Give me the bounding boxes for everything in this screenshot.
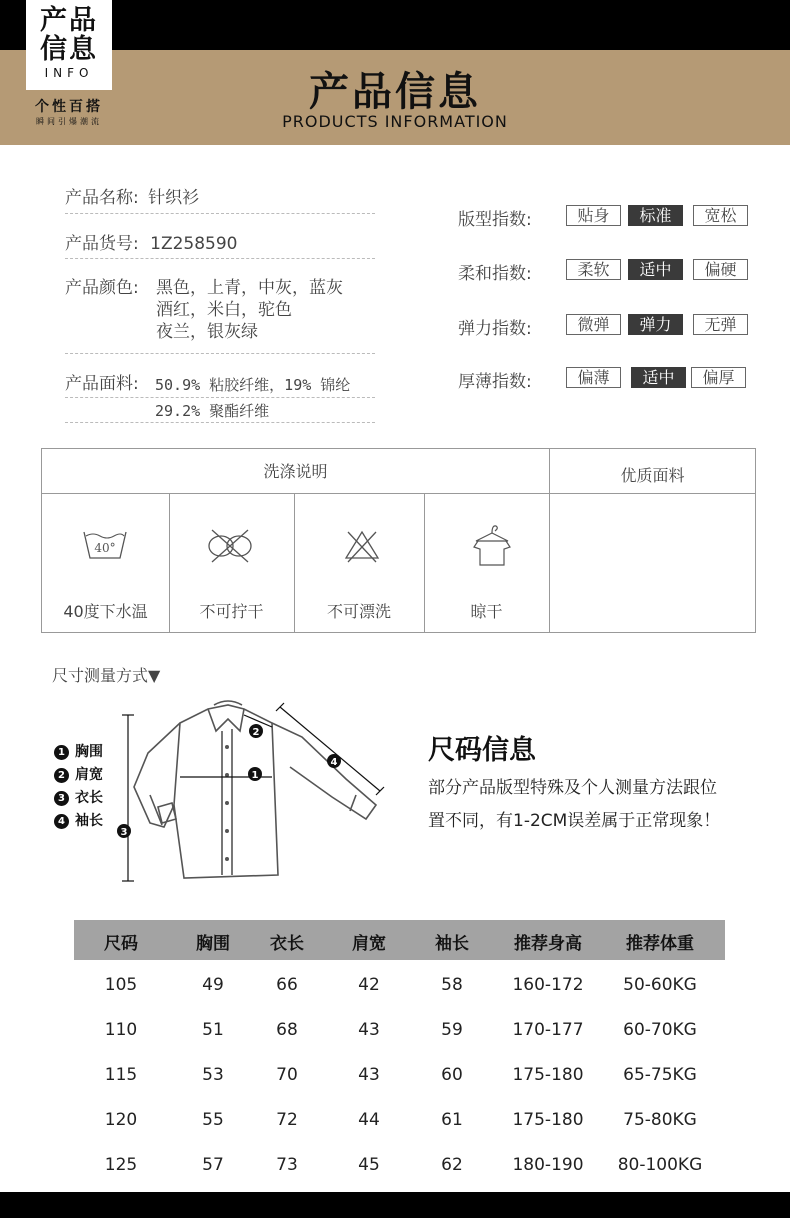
wash-label-2: 不可拧干 [199, 602, 264, 621]
cell-height: 170-177 [512, 1020, 584, 1040]
size-note-line-1: 部分产品版型特殊及个人测量方法跟位 [428, 778, 717, 798]
cell-weight: 65-75KG [623, 1065, 697, 1085]
cell-length: 70 [276, 1065, 298, 1085]
fit-option-3: 宽松 [693, 205, 748, 226]
wash-label-3: 不可漂洗 [326, 602, 391, 621]
col-length: 衣长 [270, 934, 304, 954]
divider [65, 353, 375, 354]
cell-size: 115 [104, 1065, 138, 1085]
cell-height: 175-180 [512, 1110, 584, 1130]
col-weight: 推荐体重 [626, 934, 694, 954]
no-wring-icon [202, 524, 258, 568]
header-black-band [0, 0, 790, 50]
diagram-num-4: 4 [330, 757, 338, 768]
thickness-option-1: 偏薄 [566, 367, 621, 388]
product-sku-row [65, 233, 238, 255]
thickness-option-2: 适中 [631, 367, 686, 388]
product-sku-value: 1Z258590 [150, 234, 238, 254]
product-fabric-line-1: 50.9% 粘胶纤维，19% 锦纶 [155, 376, 351, 394]
page-title: 产品信息 [309, 69, 481, 115]
cell-sleeve: 62 [441, 1155, 463, 1175]
fabric-header: 优质面料 [620, 466, 685, 485]
elasticity-index-label: 弹力指数: [458, 319, 532, 339]
thickness-option-3: 偏厚 [691, 367, 746, 388]
elasticity-option-1: 微弹 [566, 314, 621, 335]
legend-num: 4 [54, 814, 69, 829]
col-chest: 胸围 [196, 934, 230, 954]
cell-length: 73 [276, 1155, 298, 1175]
product-color-line-3: 夜兰，银灰绿 [156, 322, 258, 342]
legend-sleeve [54, 810, 103, 830]
table-divider [42, 493, 549, 494]
wash-label-4: 晾干 [470, 602, 503, 621]
cell-height: 175-180 [512, 1065, 584, 1085]
cell-shoulder: 45 [358, 1155, 380, 1175]
col-shoulder: 肩宽 [352, 934, 386, 954]
measure-title: 尺寸测量方式▼ [52, 666, 161, 685]
cell-length: 72 [276, 1110, 298, 1130]
cell-sleeve: 60 [441, 1065, 463, 1085]
cell-weight: 80-100KG [617, 1155, 703, 1175]
softness-index-label: 柔和指数: [458, 264, 532, 284]
thickness-index-label: 厚薄指数: [458, 372, 532, 392]
cell-chest: 51 [202, 1020, 224, 1040]
cell-weight: 50-60KG [623, 975, 697, 995]
divider [65, 397, 375, 398]
legend-label: 衣长 [75, 790, 103, 806]
slogan: 个性百搭 [35, 99, 103, 115]
wash-40-icon [80, 524, 130, 568]
product-name-row [65, 187, 199, 209]
cell-chest: 53 [202, 1065, 224, 1085]
legend-label: 胸围 [75, 744, 103, 760]
legend-label: 袖长 [75, 813, 103, 829]
fit-option-2: 标准 [628, 205, 683, 226]
legend-num: 2 [54, 768, 69, 783]
slogan-sub: 瞬间引爆潮流 [36, 117, 102, 126]
shirt-diagram [110, 695, 400, 890]
diagram-num-3: 3 [120, 827, 128, 838]
divider [65, 258, 375, 259]
cell-chest: 49 [202, 975, 224, 995]
wash-header: 洗涤说明 [263, 462, 328, 481]
cell-shoulder: 43 [358, 1065, 380, 1085]
softness-option-3: 偏硬 [693, 259, 748, 280]
logo-info: INFO [44, 66, 94, 80]
logo-line-1: 产品 [40, 5, 98, 36]
cell-size: 105 [104, 975, 138, 995]
cell-weight: 60-70KG [623, 1020, 697, 1040]
product-fabric-label: 产品面料: [65, 374, 139, 394]
product-name-value: 针织衫 [148, 188, 200, 208]
diagram-num-1: 1 [251, 770, 259, 781]
logo-line-2: 信息 [40, 34, 98, 65]
product-color-label: 产品颜色: [65, 278, 139, 298]
page-subtitle: PRODUCTS INFORMATION [282, 112, 508, 131]
cell-height: 160-172 [512, 975, 584, 995]
cell-shoulder: 43 [358, 1020, 380, 1040]
size-info-title: 尺码信息 [428, 735, 536, 766]
legend-num: 3 [54, 791, 69, 806]
cell-sleeve: 61 [441, 1110, 463, 1130]
divider [65, 422, 375, 423]
elasticity-option-2: 弹力 [628, 314, 683, 335]
col-sleeve: 袖长 [435, 934, 469, 954]
table-divider [549, 493, 756, 494]
legend-length [54, 787, 103, 807]
fit-option-1: 贴身 [566, 205, 621, 226]
col-height: 推荐身高 [514, 934, 582, 954]
divider [65, 213, 375, 214]
size-note-line-2: 置不同，有1-2CM误差属于正常现象！ [428, 811, 721, 831]
cell-height: 180-190 [512, 1155, 584, 1175]
product-fabric-line-2: 29.2% 聚酯纤维 [155, 402, 270, 420]
diagram-num-2: 2 [252, 727, 260, 738]
cell-length: 66 [276, 975, 298, 995]
cell-size: 120 [104, 1110, 138, 1130]
footer-bar [0, 1192, 790, 1218]
size-table-header [74, 920, 725, 960]
fit-index-label: 版型指数: [458, 210, 532, 230]
col-size: 尺码 [104, 934, 138, 954]
cell-chest: 57 [202, 1155, 224, 1175]
cell-shoulder: 44 [358, 1110, 380, 1130]
wash-temp: 40° [94, 541, 116, 555]
wash-label-1: 40度下水温 [63, 602, 148, 621]
softness-option-2: 适中 [628, 259, 683, 280]
product-sku-label: 产品货号: [65, 234, 139, 254]
product-color-line-2: 酒红，米白，驼色 [156, 300, 292, 320]
cell-chest: 55 [202, 1110, 224, 1130]
hang-dry-icon [470, 521, 514, 571]
legend-label: 肩宽 [75, 767, 103, 783]
cell-weight: 75-80KG [623, 1110, 697, 1130]
legend-shoulder [54, 764, 103, 784]
softness-option-1: 柔软 [566, 259, 621, 280]
no-bleach-icon [342, 524, 382, 568]
legend-chest [54, 741, 103, 761]
wash-table [41, 448, 756, 633]
cell-sleeve: 58 [441, 975, 463, 995]
product-color-line-1: 黑色，上青，中灰，蓝灰 [156, 278, 343, 298]
cell-length: 68 [276, 1020, 298, 1040]
cell-size: 110 [104, 1020, 138, 1040]
cell-size: 125 [104, 1155, 138, 1175]
legend-num: 1 [54, 745, 69, 760]
elasticity-option-3: 无弹 [693, 314, 748, 335]
cell-shoulder: 42 [358, 975, 380, 995]
cell-sleeve: 59 [441, 1020, 463, 1040]
product-name-label: 产品名称: [65, 188, 139, 208]
